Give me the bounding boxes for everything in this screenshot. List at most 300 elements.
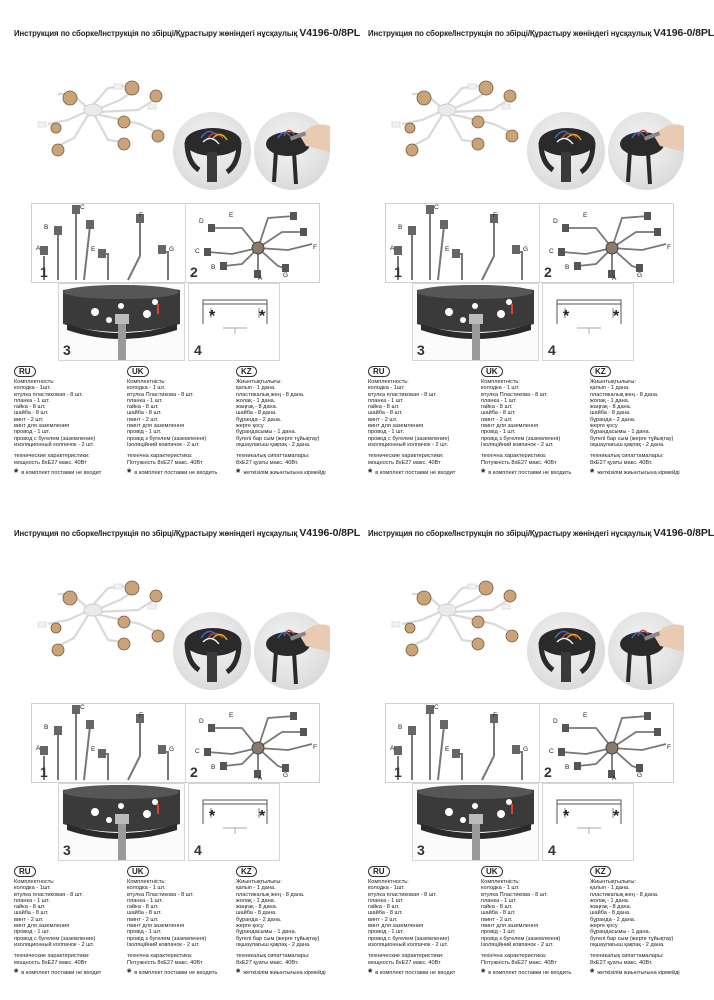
section-ru (368, 366, 456, 479)
contents-line: втулка пластиковая - 8 шт. (368, 391, 437, 398)
part-label: E (229, 712, 234, 719)
part-label: D (553, 218, 558, 225)
contents-line: гайка - 8 шт. (368, 404, 400, 411)
tech-spec-line: технические характеристики: (368, 953, 444, 960)
contents-line: изоляционный колпачок - 2 шт. (14, 441, 95, 448)
not-included-note (127, 967, 218, 979)
asterisk-mark: * (368, 967, 373, 979)
not-included-note (127, 467, 218, 479)
part-label: D (553, 718, 558, 725)
contents-line: винт для заземления (368, 923, 424, 930)
asterisk-mark: * (127, 967, 132, 979)
part-label: A (390, 245, 395, 252)
language-badge: RU (368, 366, 390, 377)
contents-line: бугелі бар сым (жерге тұйықтау) (590, 435, 674, 442)
contents-line: шайба - 8 шт. (481, 910, 516, 917)
contents-line: провод с бугелем (заземление) (368, 935, 450, 942)
contents-line: оқшаулағыш қақпақ - 2 дана. (236, 941, 311, 948)
section-kz (590, 366, 680, 479)
contents-line: планка - 1 шт. (127, 897, 163, 904)
contents-line: бұрандасымы - 1 дана. (236, 929, 297, 936)
parts-diagram (385, 203, 674, 283)
contents-line: шайба - 8 шт. (368, 910, 403, 917)
tech-spec-line: Потужність 8хE27 макс. 40Вт (481, 959, 557, 966)
contents-line: втулка Пластикова - 8 шт. (481, 891, 548, 898)
contents-line: провод - 1 шт. (14, 929, 51, 936)
wiring-photo (173, 612, 251, 690)
contents-line: колодка - 1 шт. (481, 385, 520, 392)
asterisk-mark: * (14, 467, 19, 479)
contents-line: гвинт для заземлення (127, 923, 185, 930)
contents-line: қалып - 1 дана. (236, 885, 276, 892)
asterisk-mark: * (590, 967, 595, 979)
contents-line: планка - 1 шт. (14, 897, 50, 904)
asterisk-mark: * (236, 467, 241, 479)
contents-line: шайба - 8 шт. (14, 910, 49, 917)
contents-line: винт для заземления (14, 923, 70, 930)
section-kz (590, 866, 680, 979)
contents-line: жаңғақ - 8 дана. (236, 404, 278, 411)
part-label: G (523, 746, 529, 753)
step-number: 1 (394, 264, 402, 280)
contents-line: бұрандасымы - 1 дана. (590, 929, 651, 936)
tech-spec-line: технічна характеристика: (127, 453, 193, 460)
not-included-note (481, 967, 572, 979)
part-label: F (493, 712, 497, 719)
part-label: A (36, 245, 41, 252)
part-label: G (637, 772, 643, 779)
not-included-note (14, 967, 102, 979)
tech-spec-line: техникалық сипаттамалары: (236, 953, 310, 960)
asterisk-mark: * (481, 967, 486, 979)
contents-line: гайка - 8 шт. (14, 904, 46, 911)
contents-line: винт - 2 шт. (14, 916, 44, 923)
instruction-sheet (0, 500, 361, 1000)
tech-spec-line: техникалық сипаттамалары: (590, 953, 664, 960)
contents-line: жерге қосу (236, 923, 264, 930)
contents-line: Жиынтықтылығы: (236, 379, 282, 385)
part-label: G (169, 746, 175, 753)
asterisk-mark: * (127, 467, 132, 479)
step-number: 4 (194, 842, 202, 858)
contents-line: изоляционный колпачок - 2 шт. (368, 441, 449, 448)
install-photo (254, 112, 330, 190)
contents-line: планка - 1 шт. (368, 897, 404, 904)
tech-spec-line: Потужність 8хE27 макс. 40Вт (127, 459, 203, 466)
contents-line: колодка - 1шт. (368, 385, 405, 392)
contents-line: оқшаулағыш қақпақ - 2 дана. (590, 441, 665, 448)
part-label: A (36, 745, 41, 752)
step-number: 3 (417, 342, 425, 358)
contents-line: изоляционный колпачок - 2 шт. (368, 941, 449, 948)
contents-line: гвинт для заземлення (481, 423, 539, 430)
not-included-note (236, 467, 326, 479)
step-number: 1 (394, 764, 402, 780)
language-badge: UK (481, 366, 503, 377)
contents-line: гайка - 8 шт. (368, 904, 400, 911)
contents-line: втулка Пластикова - 8 шт. (127, 391, 194, 398)
part-label: B (398, 224, 403, 231)
contents-line: шайба - 8 дана. (236, 910, 277, 917)
tech-spec-line: Потужність 8хE27 макс. 40Вт (481, 459, 557, 466)
section-ru (368, 866, 456, 979)
contents-line: бұранда - 2 дана. (590, 416, 636, 423)
install-photo (608, 112, 684, 190)
part-label: C (549, 248, 554, 255)
contents-line: колодка - 1 шт. (481, 885, 520, 892)
tech-spec-line: 8хE27 қуаты макс. 40Вт. (236, 459, 299, 466)
canopy-illustration (412, 783, 539, 861)
part-label: D (199, 218, 204, 225)
asterisk-mark: * (259, 808, 266, 825)
contents-line: бұранда - 2 дана. (590, 916, 636, 923)
contents-line: провід - 1 шт. (481, 429, 516, 436)
tech-spec-line: 8хE27 қуаты макс. 40Вт. (590, 459, 653, 466)
language-badge: RU (14, 366, 36, 377)
contents-line: Жиынтықтылығы: (236, 879, 282, 885)
install-photo (254, 612, 330, 690)
contents-line: жаңғақ - 8 дана. (590, 404, 632, 411)
not-included-note (14, 467, 102, 479)
parts-diagram (31, 203, 320, 283)
instruction-sheet (0, 0, 361, 500)
contents-line: жолақ - 1 дана. (590, 897, 630, 904)
contents-line: гвинт - 2 шт. (127, 916, 159, 923)
contents-line: Ізоляційний ковпачок - 2 шт. (127, 941, 200, 948)
contents-line: жаңғақ - 8 дана. (236, 904, 278, 911)
contents-line: планка - 1 шт. (14, 397, 50, 404)
tech-spec-line: мощность 8хE27 макс. 40Вт (368, 459, 441, 466)
canopy-illustration (412, 283, 539, 361)
asterisk-mark: * (563, 308, 570, 325)
asterisk-mark: * (259, 308, 266, 325)
contents-line: провод с бугелем (заземление) (14, 935, 96, 942)
contents-line: провод - 1 шт. (368, 429, 405, 436)
parts-diagram (31, 703, 320, 783)
part-label: B (398, 724, 403, 731)
section-uk (481, 366, 572, 479)
contents-line: провід - 1 шт. (127, 429, 162, 436)
language-badge: KZ (590, 866, 611, 877)
section-uk (127, 866, 218, 979)
part-label: E (91, 246, 96, 253)
contents-line: планка - 1 шт. (481, 897, 517, 904)
contents-line: провід з бугелем (заземлення) (127, 435, 207, 442)
contents-line: жолақ - 1 дана. (590, 397, 630, 404)
not-included-note (481, 467, 572, 479)
step-number: 3 (63, 842, 71, 858)
part-label: E (583, 212, 588, 219)
tech-spec-line: мощность 8хE27 макс. 40Вт (14, 959, 87, 966)
part-label: E (91, 746, 96, 753)
tech-spec-line: технические характеристики: (14, 453, 90, 460)
asterisk-mark: * (590, 467, 595, 479)
step-number: 2 (544, 264, 552, 280)
step-number: 2 (190, 764, 198, 780)
asterisk-mark: * (613, 808, 620, 825)
contents-line: Ізоляційний ковпачок - 2 шт. (481, 941, 554, 948)
wiring-photo (173, 112, 251, 190)
contents-line: втулка пластиковая - 8 шт. (14, 891, 83, 898)
contents-line: колодка - 1 шт. (127, 385, 166, 392)
note-text: в комплект поставки не входит (375, 469, 456, 476)
contents-line: втулка Пластикова - 8 шт. (481, 391, 548, 398)
tech-spec-line: техникалық сипаттамалары: (590, 453, 664, 460)
contents-line: гайка - 8 шт. (481, 904, 513, 911)
asterisk-mark: * (613, 308, 620, 325)
contents-line: винт - 2 шт. (368, 916, 398, 923)
contents-line: Комплектность: (368, 379, 409, 385)
note-text: в комплект поставки не входить (134, 969, 218, 976)
step-number: 4 (548, 842, 556, 858)
contents-line: гвинт - 2 шт. (481, 916, 513, 923)
contents-line: колодка - 1шт. (14, 385, 51, 392)
contents-line: пластикалық жең - 8 дана. (590, 891, 659, 898)
step-number: 2 (190, 264, 198, 280)
note-text: в комплект поставки не входить (488, 469, 572, 476)
contents-line: Жиынтықтылығы: (590, 379, 636, 385)
contents-line: қалып - 1 дана. (590, 385, 630, 392)
not-included-note (368, 967, 456, 979)
contents-line: изоляционный колпачок - 2 шт. (14, 941, 95, 948)
part-label: F (667, 744, 671, 751)
contents-line: Комплектність: (127, 379, 166, 385)
document-title: Инструкция по сборке/Інструкція по збірці/Құрастыру жөніндегі нұсқаулық V4196-0/8PL (368, 27, 714, 39)
section-uk (127, 366, 218, 479)
chandelier-illustration (382, 580, 534, 662)
contents-line: гайка - 8 шт. (14, 404, 46, 411)
note-text: жеткізілім жиынтығына кірмейді (243, 469, 326, 476)
contents-line: шайба - 8 шт. (127, 910, 162, 917)
contents-line: винт для заземления (14, 423, 70, 430)
contents-line: планка - 1 шт. (481, 397, 517, 404)
tech-spec-line: технические характеристики: (368, 453, 444, 460)
contents-line: бұрандасымы - 1 дана. (590, 429, 651, 436)
instruction-sheet (354, 0, 714, 500)
part-label: A (390, 745, 395, 752)
tech-spec-line: технічна характеристика: (481, 453, 547, 460)
part-label: E (583, 712, 588, 719)
asterisk-mark: * (236, 967, 241, 979)
contents-line: бұрандасымы - 1 дана. (236, 429, 297, 436)
tech-spec-line: техникалық сипаттамалары: (236, 453, 310, 460)
contents-line: провід - 1 шт. (127, 929, 162, 936)
tech-spec-line: 8хE27 қуаты макс. 40Вт. (590, 959, 653, 966)
contents-line: пластикалық жең - 8 дана. (236, 391, 305, 398)
contents-line: гвинт - 2 шт. (127, 416, 159, 423)
chandelier-illustration (28, 80, 180, 162)
contents-line: шайба - 8 дана. (590, 910, 631, 917)
part-label: D (199, 718, 204, 725)
asterisk-mark: * (563, 808, 570, 825)
part-label: E (445, 246, 450, 253)
step-number: 4 (548, 342, 556, 358)
part-label: C (80, 204, 85, 211)
contents-line: бұранда - 2 дана. (236, 416, 282, 423)
section-uk (481, 866, 572, 979)
contents-line: Ізоляційний ковпачок - 2 шт. (127, 441, 200, 448)
language-badge: KZ (236, 366, 257, 377)
contents-line: втулка пластиковая - 8 шт. (368, 891, 437, 898)
part-label: B (44, 224, 49, 231)
step-number: 4 (194, 342, 202, 358)
part-label: F (139, 212, 143, 219)
language-badge: UK (481, 866, 503, 877)
section-ru (14, 866, 102, 979)
contents-line: пластикалық жең - 8 дана. (236, 891, 305, 898)
part-label: B (211, 764, 216, 771)
part-label: G (283, 772, 289, 779)
contents-line: бугелі бар сым (жерге тұйықтау) (236, 435, 320, 442)
part-label: G (523, 246, 529, 253)
canopy-illustration (58, 783, 185, 861)
contents-line: жерге қосу (590, 423, 618, 430)
contents-line: провід з бугелем (заземлення) (481, 435, 561, 442)
part-label: A (612, 275, 617, 282)
step-number: 2 (544, 764, 552, 780)
contents-line: шайба - 8 шт. (481, 410, 516, 417)
contents-line: провід з бугелем (заземлення) (127, 935, 207, 942)
not-included-note (368, 467, 456, 479)
tech-spec-line: технічна характеристика: (481, 953, 547, 960)
step-number: 3 (417, 842, 425, 858)
contents-line: колодка - 1шт. (368, 885, 405, 892)
contents-line: шайба - 8 дана. (590, 410, 631, 417)
tech-spec-line: Потужність 8хE27 макс. 40Вт (127, 959, 203, 966)
wiring-photo (527, 612, 605, 690)
contents-line: колодка - 1шт. (14, 885, 51, 892)
tech-spec-line: мощность 8хE27 макс. 40Вт (14, 459, 87, 466)
note-text: в комплект поставки не входить (134, 469, 218, 476)
contents-line: қалып - 1 дана. (236, 385, 276, 392)
contents-line: жолақ - 1 дана. (236, 897, 276, 904)
part-label: C (195, 248, 200, 255)
part-label: E (229, 212, 234, 219)
part-label: C (434, 204, 439, 211)
instruction-sheet (354, 500, 714, 1000)
step-number: 1 (40, 264, 48, 280)
contents-line: бугелі бар сым (жерге тұйықтау) (590, 935, 674, 942)
contents-line: гайка - 8 шт. (481, 404, 513, 411)
part-label: C (80, 704, 85, 711)
contents-line: Комплектність: (127, 879, 166, 885)
part-label: G (169, 246, 175, 253)
section-kz (236, 866, 326, 979)
contents-line: винт - 2 шт. (368, 416, 398, 423)
contents-line: жерге қосу (590, 923, 618, 930)
contents-line: Комплектность: (14, 379, 55, 385)
document-title: Инструкция по сборке/Інструкція по збірці/Құрастыру жөніндегі нұсқаулық V4196-0/8PL (368, 527, 714, 539)
chandelier-illustration (28, 580, 180, 662)
part-label: E (445, 746, 450, 753)
contents-line: провід з бугелем (заземлення) (481, 935, 561, 942)
asterisk-mark: * (14, 967, 19, 979)
part-label: F (667, 244, 671, 251)
contents-line: оқшаулағыш қақпақ - 2 дана. (236, 441, 311, 448)
contents-line: Жиынтықтылығы: (590, 879, 636, 885)
not-included-note (590, 967, 680, 979)
contents-line: жаңғақ - 8 дана. (590, 904, 632, 911)
contents-line: жолақ - 1 дана. (236, 397, 276, 404)
language-badge: KZ (590, 366, 611, 377)
chandelier-illustration (382, 80, 534, 162)
language-badge: KZ (236, 866, 257, 877)
note-text: в комплект поставки не входит (21, 469, 102, 476)
contents-line: Комплектность: (368, 879, 409, 885)
contents-line: шайба - 8 шт. (14, 410, 49, 417)
contents-line: Ізоляційний ковпачок - 2 шт. (481, 441, 554, 448)
document-title: Инструкция по сборке/Інструкція по збірці/Құрастыру жөніндегі нұсқаулық V4196-0/8PL (14, 527, 361, 539)
wiring-photo (527, 112, 605, 190)
tech-spec-line: технические характеристики: (14, 953, 90, 960)
contents-line: планка - 1 шт. (368, 397, 404, 404)
step-number: 1 (40, 764, 48, 780)
contents-line: бұранда - 2 дана. (236, 916, 282, 923)
contents-line: провод с бугелем (заземление) (368, 435, 450, 442)
tech-spec-line: технічна характеристика: (127, 953, 193, 960)
note-text: жеткізілім жиынтығына кірмейді (597, 969, 680, 976)
contents-line: планка - 1 шт. (127, 397, 163, 404)
part-label: F (313, 244, 317, 251)
contents-line: бугелі бар сым (жерге тұйықтау) (236, 935, 320, 942)
note-text: в комплект поставки не входить (488, 969, 572, 976)
part-label: G (637, 272, 643, 279)
part-label: F (139, 712, 143, 719)
language-badge: UK (127, 366, 149, 377)
contents-line: винт - 2 шт. (14, 416, 44, 423)
canopy-illustration (58, 283, 185, 361)
not-included-note (236, 967, 326, 979)
part-label: A (258, 775, 263, 782)
language-badge: RU (368, 866, 390, 877)
part-label: B (44, 724, 49, 731)
contents-line: Комплектність: (481, 879, 520, 885)
contents-line: втулка пластиковая - 8 шт. (14, 391, 83, 398)
part-label: C (195, 748, 200, 755)
part-label: A (258, 275, 263, 282)
contents-line: шайба - 8 дана. (236, 410, 277, 417)
contents-line: гвинт для заземлення (127, 423, 185, 430)
part-label: B (565, 264, 570, 271)
asterisk-mark: * (481, 467, 486, 479)
contents-line: провод - 1 шт. (368, 929, 405, 936)
part-label: G (283, 272, 289, 279)
language-badge: RU (14, 866, 36, 877)
contents-line: провод с бугелем (заземление) (14, 435, 96, 442)
contents-line: шайба - 8 шт. (368, 410, 403, 417)
part-label: A (612, 775, 617, 782)
tech-spec-line: 8хE27 қуаты макс. 40Вт. (236, 959, 299, 966)
document-title: Инструкция по сборке/Інструкція по збірці/Құрастыру жөніндегі нұсқаулық V4196-0/8PL (14, 27, 361, 39)
contents-line: Комплектность: (14, 879, 55, 885)
contents-line: колодка - 1 шт. (127, 885, 166, 892)
note-text: жеткізілім жиынтығына кірмейді (597, 469, 680, 476)
contents-line: оқшаулағыш қақпақ - 2 дана. (590, 941, 665, 948)
asterisk-mark: * (209, 808, 216, 825)
contents-line: винт для заземления (368, 423, 424, 430)
section-kz (236, 366, 326, 479)
contents-line: гвинт - 2 шт. (481, 416, 513, 423)
note-text: в комплект поставки не входит (21, 969, 102, 976)
contents-line: пластикалық жең - 8 дана. (590, 391, 659, 398)
contents-line: втулка Пластикова - 8 шт. (127, 891, 194, 898)
contents-line: шайба - 8 шт. (127, 410, 162, 417)
contents-line: гвинт для заземлення (481, 923, 539, 930)
contents-line: жерге қосу (236, 423, 264, 430)
part-label: C (434, 704, 439, 711)
install-photo (608, 612, 684, 690)
asterisk-mark: * (209, 308, 216, 325)
